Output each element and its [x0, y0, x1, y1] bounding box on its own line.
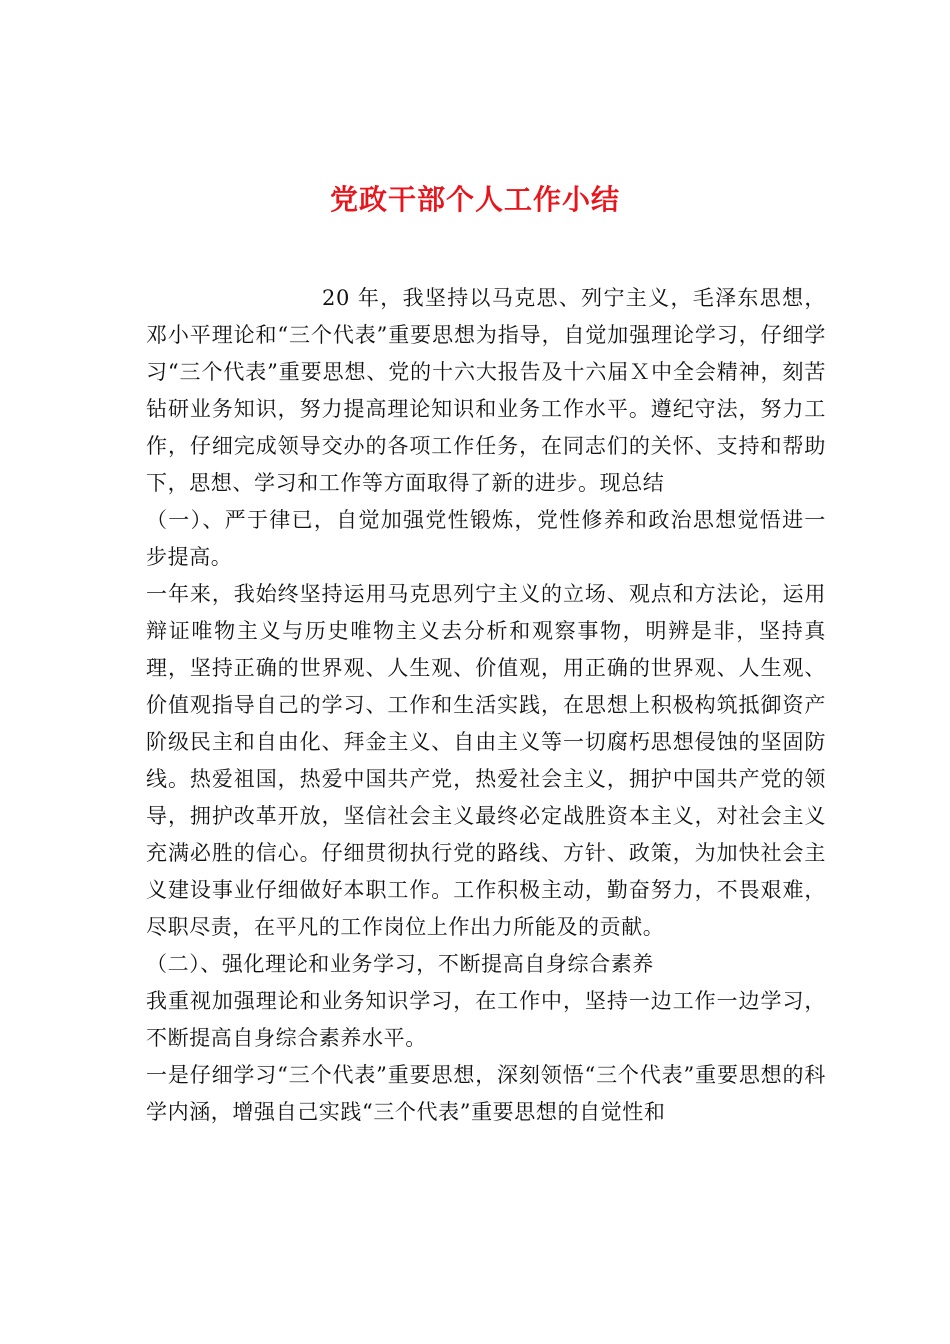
paragraph-intro: 20 年，我坚持以马克思、列宁主义，毛泽东思想，邓小平理论和“三个代表”重要思想为指导，自觉加强理论学习，仔细学习“三个代表”重要思想、党的十六大报告及十六届Ｘ中全会精神，刻苦钻研业务知识，努力提高理论知识和业务工作水平。遵纪守法，努力工作，仔细完成领导交办的各项工作任务，在同志们的关怀、支持和帮助下，思想、学习和工作等方面取得了新的进步。现总结 — [146, 286, 826, 495]
paragraph-point-1: 一是仔细学习“三个代表”重要思想，深刻领悟“三个代表”重要思想的科学内涵，增强自己实践“三个代表”重要思想的自觉性和 — [146, 1063, 826, 1124]
section-heading-2: （二）、强化理论和业务学习，不断提高自身综合素养 — [146, 952, 654, 976]
paragraph-section-2: 我重视加强理论和业务知识学习，在工作中，坚持一边工作一边学习，不断提高自身综合素养水平。 — [146, 989, 826, 1050]
paragraph-section-1: 一年来，我始终坚持运用马克思列宁主义的立场、观点和方法论，运用辩证唯物主义与历史唯物主义去分析和观察事物，明辨是非，坚持真理，坚持正确的世界观、人生观、价值观，用正确的世界观、人生观、价值观指导自己的学习、工作和生活实践，在思想上积极构筑抵御资产阶级民主和自由化、拜金主义、自由主义等一切腐朽思想侵蚀的坚固防线。热爱祖国，热爱中国共产党，热爱社会主义，拥护中国共产党的领导，拥护改革开放，坚信社会主义最终必定战胜资本主义，对社会主义充满必胜的信心。仔细贯彻执行党的路线、方针、政策，为加快社会主义建设事业仔细做好本职工作。工作积极主动，勤奋努力，不畏艰难，尽职尽责，在平凡的工作岗位上作出力所能及的贡献。 — [146, 582, 826, 939]
document-title: 党政干部个人工作小结 — [329, 183, 620, 216]
document-body — [146, 280, 826, 1131]
section-heading-1: （一）、严于律已，自觉加强党性锻炼，党性修养和政治思想觉悟进一步提高。 — [146, 508, 826, 569]
